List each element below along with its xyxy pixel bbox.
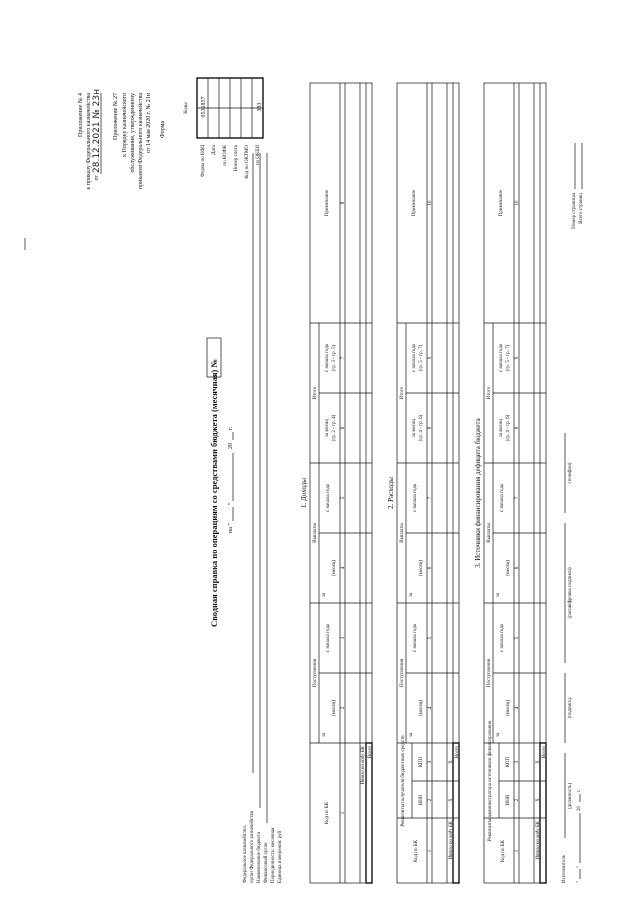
s3-month-hint: (месяц) — [506, 699, 511, 717]
signature-block — [562, 143, 584, 883]
s3-total-year-formula: (гр. 5 - гр. 7) — [506, 344, 511, 372]
s3-colnum-9: 9 — [515, 356, 520, 360]
s2-receipts: Поступления — [400, 658, 405, 688]
s3-from-year-start-payments: с начала года — [500, 484, 505, 512]
s1-month-hint: (месяц) — [332, 699, 337, 717]
phone-hint: (телефон) — [568, 462, 573, 484]
s1-receipts: Поступления — [313, 658, 318, 688]
s1-colnum-8: 8 — [341, 201, 346, 205]
meta-label-periodicity: Периодичность: месячная — [271, 827, 276, 883]
s1-total-year-formula: (гр. 3 - гр. 5) — [332, 344, 337, 372]
meta-label-budget: Наименование бюджета — [257, 831, 262, 883]
s2-x-inn: X — [449, 798, 454, 802]
order-line2-prefix: от — [94, 175, 100, 181]
s2-inn: ИНН — [419, 794, 424, 806]
appendix27-text: Приложение № 27 — [113, 93, 119, 140]
s3-x-kpp: X — [536, 760, 541, 764]
meta-label-fk: Федеральное казначейство, — [243, 824, 248, 883]
s2-from-year-start: с начала года — [413, 624, 418, 652]
date-year-prefix: 20 — [228, 443, 234, 449]
s2-colnum-10: 10 — [428, 200, 433, 206]
procedure-line3: приказом Федерального казначейства — [138, 93, 144, 190]
s3-colnum-4: 4 — [515, 706, 520, 710]
section-income — [300, 83, 373, 883]
s3-subtotal: Итого по коду БК — [536, 821, 541, 860]
s1-colnum-6: 6 — [341, 426, 346, 430]
s3-month-hint-payments: (месяц) — [506, 559, 511, 577]
meta-label-organ: орган Федерального казначейства — [250, 810, 255, 883]
s2-total-month: за месяц — [412, 418, 417, 438]
procedure-line1: к Порядку казначейского — [122, 93, 128, 157]
section1-title: 1. Доходы — [300, 478, 308, 508]
s2-colnum-9: 9 — [428, 356, 433, 360]
date-mid: " — [228, 502, 234, 505]
s1-subtotal: Итого по коду БК — [361, 746, 366, 785]
s3-colnum-7: 7 — [515, 496, 520, 500]
s2-grand-total: Всего — [455, 746, 460, 759]
meta-labels — [243, 153, 283, 883]
page-number-label: Номер страницы — [572, 193, 577, 229]
s3-grand-total: Всего — [542, 746, 547, 759]
page-title: Сводная справка по операциям со средствами бюджета (месячная) № — [209, 359, 219, 627]
codes-label-kofk: по КОФК — [223, 145, 228, 166]
s3-total: Итого — [487, 386, 492, 400]
s1-colnum-2: 2 — [341, 706, 346, 710]
form-label: Форма — [160, 120, 166, 138]
s3-inn: ИНН — [506, 794, 511, 806]
s3-for: за — [496, 732, 501, 737]
section2-title: 2. Расходы — [387, 477, 395, 509]
s2-colnum-6: 6 — [428, 566, 433, 570]
s1-total-month-formula: (гр. 2 - гр. 4) — [332, 414, 337, 442]
section-deficit-sources — [474, 83, 547, 883]
s1-colnum-1: 1 — [341, 811, 346, 815]
s3-colnum-10: 10 — [515, 200, 520, 206]
s1-total-year: с начала года — [325, 344, 330, 372]
s3-x-inn: X — [536, 798, 541, 802]
s2-x-kpp: X — [449, 760, 454, 764]
s2-colnum-5: 5 — [428, 636, 433, 640]
date-year-suffix: г. — [228, 426, 234, 430]
codes-label-date: Дата — [212, 145, 217, 155]
executor-label: Исполнитель — [562, 855, 567, 883]
procedure-line2: обслуживания, утвержденному — [130, 93, 136, 173]
codes-box — [184, 78, 263, 179]
s1-total: Итого — [313, 386, 318, 400]
s1-colnum-4: 4 — [341, 566, 346, 570]
sig-date-quote-close: " — [577, 865, 582, 868]
s1-from-year-start-payments: с начала года — [326, 484, 331, 512]
s1-for: за — [322, 732, 327, 737]
s3-colnum-2: 2 — [515, 798, 520, 802]
s2-for-payments: за — [409, 592, 414, 597]
sig-year-suffix: г. — [577, 789, 582, 792]
s3-for-payments: за — [496, 592, 501, 597]
s2-note: Примечание — [412, 189, 417, 217]
s3-code-col: Код по БК — [501, 840, 506, 862]
s3-payments: Выплаты — [487, 523, 492, 543]
codes-header: Коды — [184, 102, 189, 114]
s3-kpp: КПП — [506, 756, 511, 768]
s1-month-hint-payments: (месяц) — [332, 559, 337, 577]
s2-colnum-8: 8 — [428, 426, 433, 430]
s2-code-col: Код по БК — [414, 840, 419, 862]
meta-label-unit: Единица измерения: руб — [278, 830, 283, 883]
s3-colnum-8: 8 — [515, 426, 520, 430]
s3-receipts: Поступления — [487, 658, 492, 688]
s3-requisites: Реквизиты администратора источников финансирования — [488, 720, 493, 842]
rotated-form — [78, 78, 584, 883]
s2-total-month-formula: (гр. 4 - гр. 6) — [419, 414, 424, 442]
s1-code-col: Код по БК — [325, 802, 330, 824]
total-pages-label: Всего страниц — [579, 193, 584, 224]
s3-note: Примечание — [499, 189, 504, 217]
codes-label-okei: по ОКЕИ — [256, 145, 261, 166]
codes-label-kfd: Форма по КФД — [201, 145, 206, 177]
meta-label-fin-organ: Финансовый орган — [264, 842, 269, 883]
s3-total-year: с начала года — [499, 344, 504, 372]
s1-colnum-7: 7 — [341, 356, 346, 360]
s1-from-year-start: с начала года — [326, 624, 331, 652]
s2-payments: Выплаты — [400, 523, 405, 543]
s2-from-year-start-payments: с начала года — [413, 484, 418, 512]
signature-hint: (подпись) — [568, 697, 573, 719]
s2-colnum-3: 3 — [428, 760, 433, 764]
name-hint: (расшифровка подписи) — [568, 567, 573, 619]
s3-total-month-formula: (гр. 4 - гр. 6) — [506, 414, 511, 442]
s1-for-payments: за — [322, 592, 327, 597]
s2-colnum-1: 1 — [428, 849, 433, 853]
s3-colnum-5: 5 — [515, 636, 520, 640]
s2-colnum-4: 4 — [428, 706, 433, 710]
s2-for: за — [409, 732, 414, 737]
sig-date-quote-open: " — [577, 880, 582, 883]
codes-value-okei: 383 — [257, 102, 263, 112]
s2-kpp: КПП — [419, 756, 424, 768]
s2-month-hint: (месяц) — [419, 699, 424, 717]
s2-subtotal: Итого по коду БК — [449, 821, 454, 860]
appendix4-text: Приложение № 4 — [78, 93, 84, 137]
order-line1: к приказу Федерального казначейства — [86, 93, 92, 190]
header-block — [78, 89, 166, 190]
s2-colnum-7: 7 — [428, 496, 433, 500]
s1-note: Примечание — [325, 189, 330, 217]
s3-colnum-3: 3 — [515, 760, 520, 764]
s2-total-year-formula: (гр. 5 - гр. 7) — [419, 344, 424, 372]
s2-colnum-2: 2 — [428, 798, 433, 802]
s3-total-month: за месяц — [499, 418, 504, 438]
s1-payments: Выплаты — [313, 523, 318, 543]
procedure-line4: от 14 мая 2020 г. № 21н — [146, 93, 152, 153]
s2-total: Итого — [400, 386, 405, 400]
section-expenses — [387, 83, 460, 883]
codes-label-oktmo: Код по ОКТМО — [245, 145, 250, 179]
s2-requisites: Реквизиты получателя бюджетных средств — [401, 735, 406, 827]
s2-total-year: с начала года — [412, 344, 417, 372]
s1-colnum-5: 5 — [341, 496, 346, 500]
s3-colnum-1: 1 — [515, 849, 520, 853]
codes-label-account: Номер счета — [234, 145, 239, 172]
codes-value-form: 0531857 — [201, 96, 207, 118]
order-handwritten: 28.12.2021 № 23н — [92, 89, 102, 173]
position-hint: (должность) — [568, 782, 573, 810]
sig-year-prefix: 20 — [577, 806, 582, 811]
section3-title: 3. Источники финансирования дефицита бюджета — [474, 418, 482, 568]
s3-colnum-6: 6 — [515, 566, 520, 570]
date-prefix: на " — [228, 523, 234, 533]
s1-total-month: за месяц — [325, 418, 330, 438]
s1-colnum-3: 3 — [341, 636, 346, 640]
s3-from-year-start: с начала года — [500, 624, 505, 652]
s2-month-hint-payments: (месяц) — [419, 559, 424, 577]
s1-grand-total: Всего — [368, 746, 373, 759]
